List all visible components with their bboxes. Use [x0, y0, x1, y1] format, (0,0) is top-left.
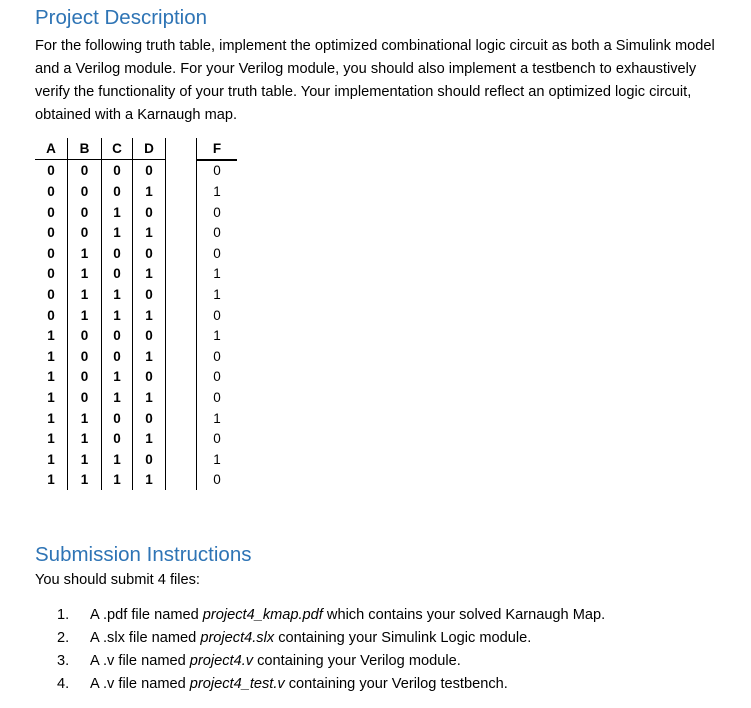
cell-input: 0 [35, 160, 68, 182]
cell-input: 1 [133, 428, 166, 449]
cell-input: 1 [133, 346, 166, 367]
truth-table-row [35, 470, 237, 491]
truth-table-row [35, 284, 237, 305]
file-purpose: containing your Verilog testbench. [284, 676, 508, 692]
cell-input: 0 [68, 387, 102, 408]
cell-input: 1 [68, 243, 102, 264]
column-spacer [166, 387, 197, 408]
file-name: project4.slx [200, 630, 275, 646]
project-description-heading: Project Description [35, 6, 208, 29]
file-name: project4_kmap.pdf [202, 607, 323, 623]
cell-input: 1 [133, 387, 166, 408]
truth-table-row [35, 305, 237, 326]
column-header-output: F [197, 138, 238, 160]
cell-output: 1 [197, 181, 238, 202]
column-header-3: D [133, 138, 166, 160]
cell-input: 1 [68, 264, 102, 285]
cell-output: 1 [197, 264, 238, 285]
cell-input: 0 [133, 284, 166, 305]
column-spacer [166, 160, 197, 182]
cell-input: 0 [68, 222, 102, 243]
truth-table-row [35, 160, 237, 182]
cell-input: 0 [68, 325, 102, 346]
cell-output: 0 [197, 243, 238, 264]
column-spacer [166, 222, 197, 243]
cell-input: 0 [102, 160, 133, 182]
cell-output: 0 [197, 305, 238, 326]
truth-table-row [35, 181, 237, 202]
cell-input: 0 [133, 449, 166, 470]
cell-input: 1 [35, 408, 68, 429]
cell-input: 0 [102, 264, 133, 285]
cell-input: 1 [102, 387, 133, 408]
truth-table-row [35, 449, 237, 470]
cell-input: 1 [35, 470, 68, 491]
column-spacer [166, 138, 197, 160]
cell-input: 0 [35, 264, 68, 285]
column-header-1: B [68, 138, 102, 160]
cell-input: 1 [133, 181, 166, 202]
list-number: 3. [57, 653, 70, 669]
cell-input: 0 [68, 181, 102, 202]
cell-input: 1 [133, 305, 166, 326]
cell-input: 1 [133, 264, 166, 285]
cell-input: 1 [102, 305, 133, 326]
cell-input: 1 [133, 222, 166, 243]
cell-input: 0 [68, 346, 102, 367]
list-number: 4. [57, 676, 70, 692]
truth-table-row [35, 325, 237, 346]
cell-input: 0 [133, 243, 166, 264]
column-spacer [166, 264, 197, 285]
cell-output: 0 [197, 470, 238, 491]
cell-input: 0 [68, 367, 102, 388]
cell-input: 0 [68, 202, 102, 223]
submission-instructions-heading: Submission Instructions [35, 543, 252, 566]
truth-table-row [35, 408, 237, 429]
cell-input: 1 [35, 367, 68, 388]
cell-input: 0 [35, 305, 68, 326]
submission-intro-text: You should submit 4 files: [35, 572, 200, 588]
cell-output: 0 [197, 387, 238, 408]
list-number: 1. [57, 607, 70, 623]
cell-input: 1 [68, 284, 102, 305]
column-spacer [166, 305, 197, 326]
cell-input: 0 [133, 408, 166, 429]
cell-input: 0 [102, 181, 133, 202]
cell-input: 1 [68, 470, 102, 491]
cell-output: 1 [197, 284, 238, 305]
cell-input: 0 [133, 367, 166, 388]
cell-input: 1 [35, 428, 68, 449]
column-spacer [166, 202, 197, 223]
cell-output: 0 [197, 367, 238, 388]
cell-input: 0 [102, 346, 133, 367]
column-spacer [166, 470, 197, 491]
truth-table-row [35, 202, 237, 223]
file-description: A .pdf file named [90, 607, 203, 623]
column-spacer [166, 243, 197, 264]
cell-input: 1 [68, 428, 102, 449]
cell-input: 1 [102, 367, 133, 388]
cell-input: 0 [35, 284, 68, 305]
cell-input: 1 [133, 470, 166, 491]
column-spacer [166, 449, 197, 470]
column-spacer [166, 428, 197, 449]
file-purpose: containing your Simulink Logic module. [274, 630, 532, 646]
cell-input: 1 [68, 305, 102, 326]
submission-list-item [57, 627, 605, 650]
truth-table [35, 138, 237, 490]
cell-input: 1 [102, 449, 133, 470]
truth-table-row [35, 222, 237, 243]
column-header-0: A [35, 138, 68, 160]
column-spacer [166, 408, 197, 429]
cell-input: 0 [133, 202, 166, 223]
truth-table-row [35, 264, 237, 285]
cell-input: 0 [35, 222, 68, 243]
submission-list-item [57, 604, 605, 627]
cell-output: 0 [197, 222, 238, 243]
cell-input: 1 [102, 284, 133, 305]
cell-output: 0 [197, 202, 238, 223]
truth-table-header-row [35, 138, 237, 160]
cell-input: 0 [35, 243, 68, 264]
file-description: A .slx file named [90, 630, 201, 646]
cell-input: 1 [102, 202, 133, 223]
truth-table-row [35, 243, 237, 264]
cell-output: 1 [197, 325, 238, 346]
column-spacer [166, 284, 197, 305]
column-spacer [166, 325, 197, 346]
cell-input: 1 [68, 449, 102, 470]
column-header-2: C [102, 138, 133, 160]
cell-input: 1 [68, 408, 102, 429]
cell-input: 1 [35, 346, 68, 367]
file-name: project4_test.v [189, 676, 285, 692]
cell-input: 0 [68, 160, 102, 182]
cell-output: 0 [197, 160, 238, 182]
cell-input: 0 [35, 181, 68, 202]
file-purpose: which contains your solved Karnaugh Map. [322, 607, 606, 623]
truth-table-row [35, 428, 237, 449]
cell-input: 1 [102, 222, 133, 243]
file-purpose: containing your Verilog module. [253, 653, 461, 669]
column-spacer [166, 181, 197, 202]
submission-list-item [57, 673, 605, 696]
cell-input: 0 [133, 160, 166, 182]
cell-output: 0 [197, 346, 238, 367]
cell-input: 1 [35, 387, 68, 408]
cell-input: 0 [133, 325, 166, 346]
list-number: 2. [57, 630, 70, 646]
cell-input: 1 [35, 449, 68, 470]
cell-output: 1 [197, 449, 238, 470]
submission-list-item [57, 650, 605, 673]
cell-input: 0 [102, 428, 133, 449]
truth-table-row [35, 367, 237, 388]
cell-input: 1 [102, 470, 133, 491]
submission-file-list [57, 604, 605, 696]
cell-input: 1 [35, 325, 68, 346]
file-description: A .v file named [90, 676, 190, 692]
cell-output: 1 [197, 408, 238, 429]
column-spacer [166, 367, 197, 388]
project-intro-paragraph: For the following truth table, implement the optimized combinational logic circuit as both a Simulink model and a Verilog module. For your Verilog module, you should also implement a testbench to exhaustively verify the functionality of your truth table. Your implementation should reflect an optimized logic circuit, obtained with a Karnaugh map. [35, 38, 715, 123]
cell-input: 0 [102, 408, 133, 429]
column-spacer [166, 346, 197, 367]
cell-output: 0 [197, 428, 238, 449]
truth-table-row [35, 387, 237, 408]
truth-table-row [35, 346, 237, 367]
file-description: A .v file named [90, 653, 190, 669]
cell-input: 0 [35, 202, 68, 223]
cell-input: 0 [102, 243, 133, 264]
file-name: project4.v [189, 653, 254, 669]
cell-input: 0 [102, 325, 133, 346]
